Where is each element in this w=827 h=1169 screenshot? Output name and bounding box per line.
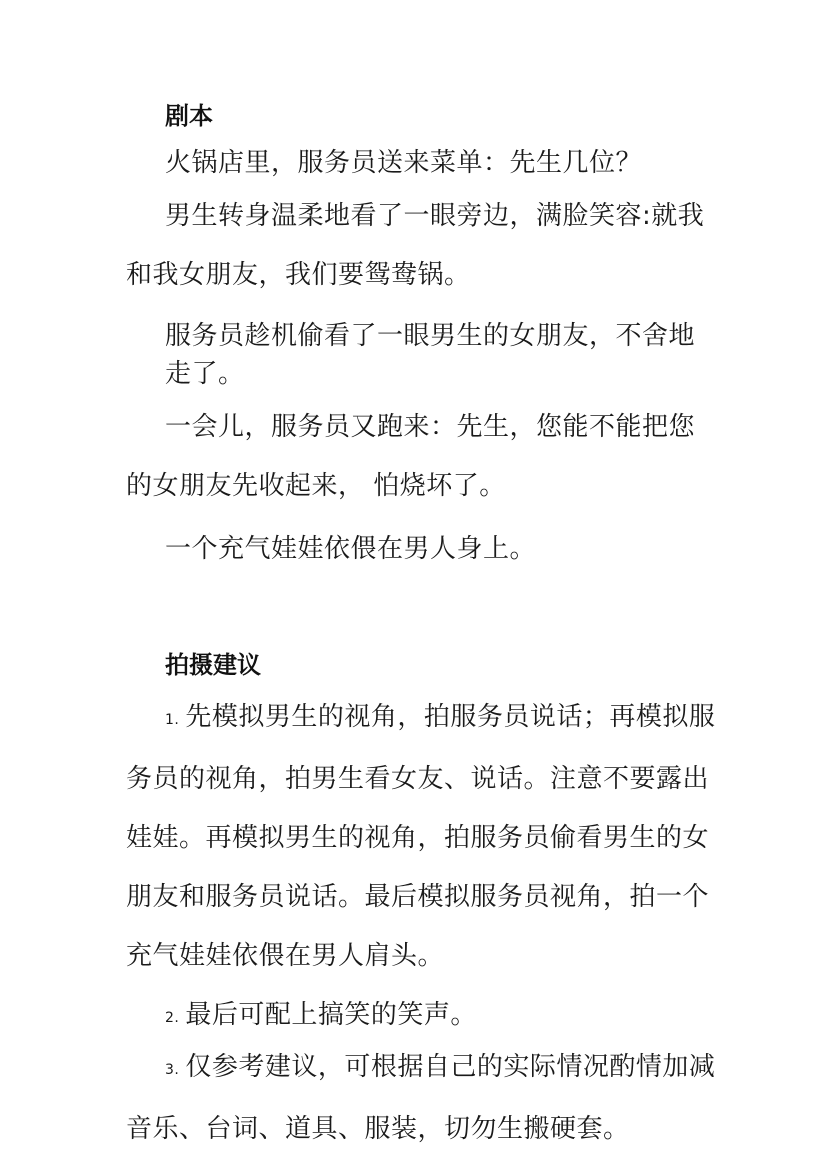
suggestion-item — [165, 996, 710, 1037]
suggestion-number: 3. — [165, 1062, 180, 1078]
script-line-1: 火锅店里，服务员送来菜单：先生几位？ — [165, 148, 643, 178]
suggestion-item — [126, 1038, 716, 1159]
suggestion-heading: 拍摄建议 — [165, 651, 261, 679]
suggestion-text: 最后可配上搞笑的笑声。 — [185, 1000, 477, 1030]
suggestion-item — [126, 688, 716, 986]
suggestion-text: 仅参考建议，可根据自己的实际情况酌情加减音乐、台词、道具、服装，切勿生搬硬套。 — [126, 1052, 716, 1144]
script-heading: 剧本 — [165, 102, 213, 130]
script-line-3: 服务员趁机偷看了一眼男生的女朋友，不舍地走了。 — [165, 321, 696, 389]
script-line-4: 一会儿，服务员又跑来：先生，您能不能把您的女朋友先收起来， 怕烧坏了。 — [126, 412, 696, 501]
suggestion-text: 先模拟男生的视角，拍服务员说话；再模拟服务员的视角，拍男生看女友、说话。注意不要露出娃娃。再模拟男生的视角，拍服务员偷看男生的女朋友和服务员说话。最后模拟服务员视角，拍一个充气娃娃依偎在男人肩头。 — [126, 702, 716, 971]
suggestion-number: 2. — [165, 1010, 180, 1026]
script-line-2: 男生转身温柔地看了一眼旁边，满脸笑容:就我和我女朋友，我们要鸳鸯锅。 — [126, 201, 705, 290]
suggestion-number: 1. — [165, 712, 180, 728]
script-line-5: 一个充气娃娃依偎在男人身上。 — [165, 534, 537, 564]
